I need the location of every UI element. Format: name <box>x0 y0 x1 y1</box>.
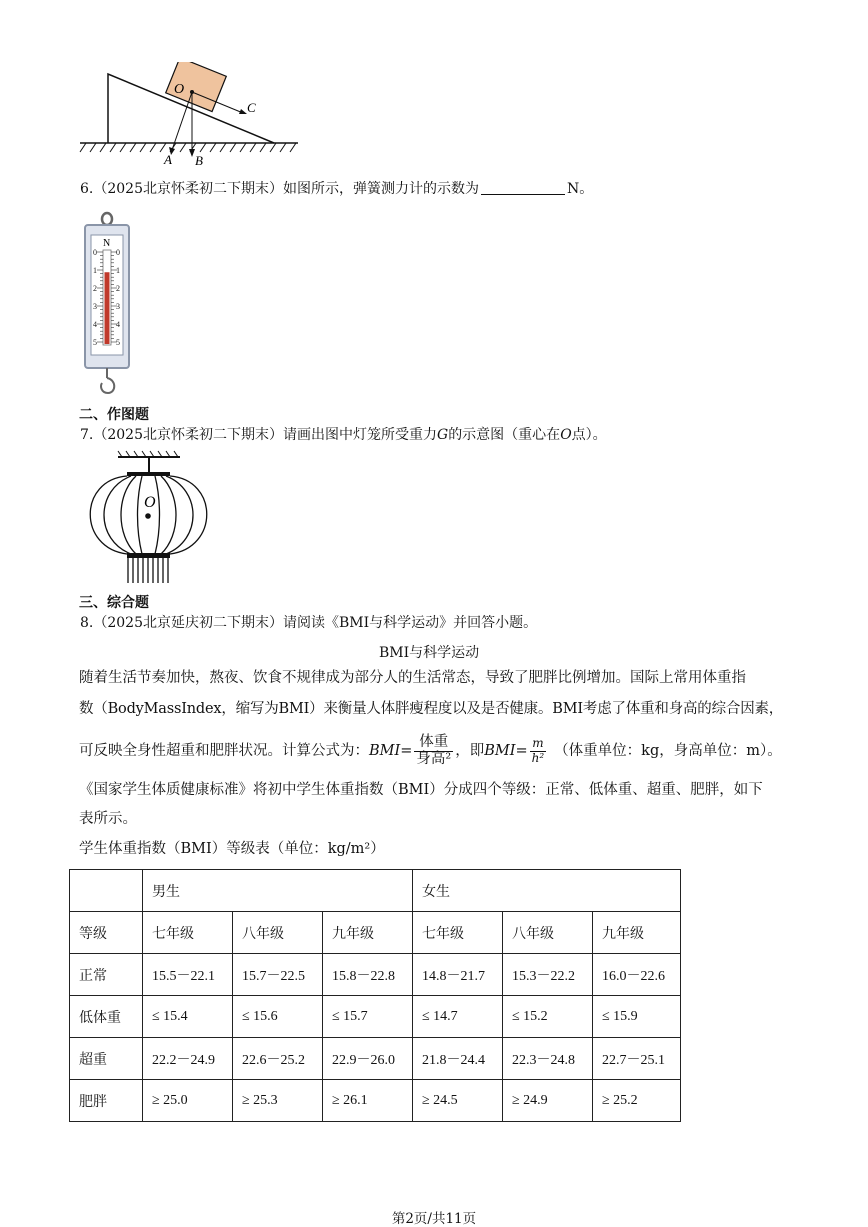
label-c: C <box>247 100 256 115</box>
table-cell: 22.2－24.9 <box>143 1038 233 1080</box>
group-female: 女生 <box>413 870 681 912</box>
table-cell: 15.5－22.1 <box>143 954 233 996</box>
table-row <box>70 996 681 1038</box>
label-a: A <box>164 152 172 167</box>
formula-intro: 可反映全身性超重和肥胖状况。计算公式为： <box>79 742 369 759</box>
formula-connector: ，即 <box>455 742 485 759</box>
table-cell: ≤ 15.6 <box>233 996 323 1038</box>
table-cell: 15.8－22.8 <box>323 954 413 996</box>
tick-label-left-1: 1 <box>93 266 97 275</box>
table-group-row <box>70 870 681 912</box>
header-cell: 等级 <box>70 912 143 954</box>
formula-2-numerator: m <box>530 737 547 751</box>
table-header-row <box>70 912 681 954</box>
table-cell: 22.9－26.0 <box>323 1038 413 1080</box>
label-o: O <box>174 82 185 97</box>
bmi-grade-table <box>69 869 681 1122</box>
incline-figure <box>76 62 306 172</box>
var-o: O <box>560 427 572 443</box>
header-cell: 七年级 <box>143 912 233 954</box>
table-cell: 14.8－21.7 <box>413 954 503 996</box>
table-cell: 16.0－22.6 <box>593 954 681 996</box>
lantern-label-o: O <box>144 494 156 511</box>
question-7 <box>80 424 607 444</box>
header-cell: 九年级 <box>593 912 681 954</box>
table-cell: ≤ 15.2 <box>503 996 593 1038</box>
article-line-4: 《国家学生体质健康标准》将初中学生体重指数（BMI）分成四个等级：正常、低体重、超重、肥胖，如下 <box>79 782 763 798</box>
article-line-5: 表所示。 <box>79 811 137 827</box>
table-cell: ≥ 26.1 <box>323 1080 413 1122</box>
formula-1-lhs: BMI= <box>369 742 413 759</box>
tick-label-right-0: 0 <box>116 248 120 257</box>
scale-indicator <box>105 272 110 344</box>
formula-1-fraction <box>414 735 453 768</box>
table-cell: ≥ 25.0 <box>143 1080 233 1122</box>
table-cell: 肥胖 <box>70 1080 143 1122</box>
table-row <box>70 954 681 996</box>
table-corner-cell <box>70 870 143 912</box>
tick-label-right-1: 1 <box>116 266 120 275</box>
table-cell: ≤ 14.7 <box>413 996 503 1038</box>
question-6 <box>80 178 593 198</box>
formula-1-numerator: 体重 <box>414 735 453 752</box>
table-cell: 超重 <box>70 1038 143 1080</box>
article-line-1: 随着生活节奏加快，熬夜、饮食不规律成为部分人的生活常态，导致了肥胖比例增加。国际上常用体重指 <box>79 670 746 686</box>
tick-label-right-4: 4 <box>116 320 120 329</box>
article-line-2: 数（BodyMassIndex，缩写为BMI）来衡量人体胖瘦程度以及是否健康。BMI考虑了体重和身高的综合因素， <box>79 701 784 717</box>
table-row <box>70 1080 681 1122</box>
table-row <box>70 1038 681 1080</box>
table-cell: 15.7－22.5 <box>233 954 323 996</box>
table-cell: 21.8－24.4 <box>413 1038 503 1080</box>
tick-label-right-2: 2 <box>116 284 120 293</box>
formula-units: （体重单位：kg，身高单位：m）。 <box>554 742 782 759</box>
formula-2-fraction <box>530 737 547 764</box>
var-g: G <box>437 427 449 443</box>
label-b: B <box>195 153 203 168</box>
header-cell: 八年级 <box>233 912 323 954</box>
article-title: BMI与科学运动 <box>379 645 480 661</box>
group-male: 男生 <box>143 870 413 912</box>
formula-1-denominator: 身高² <box>416 750 452 767</box>
table-cell: ≥ 24.5 <box>413 1080 503 1122</box>
table-cell: 低体重 <box>70 996 143 1038</box>
table-cell: ≤ 15.7 <box>323 996 413 1038</box>
table-cell: 15.3－22.2 <box>503 954 593 996</box>
answer-blank[interactable] <box>481 180 565 195</box>
table-cell: ≥ 24.9 <box>503 1080 593 1122</box>
lantern-figure <box>78 450 218 590</box>
unit-label: N <box>103 238 111 249</box>
table-cell: ≥ 25.3 <box>233 1080 323 1122</box>
question-7-text-c: 点）。 <box>571 427 607 443</box>
table-cell: 22.7－25.1 <box>593 1038 681 1080</box>
page-footer: 第2页/共11页 <box>391 1211 477 1227</box>
tick-label-left-5: 5 <box>93 338 97 347</box>
table-cell: 正常 <box>70 954 143 996</box>
question-7-text-b: 的示意图（重心在 <box>448 427 561 443</box>
formula-2-denominator: h² <box>531 750 545 765</box>
table-caption: 学生体重指数（BMI）等级表（单位：kg/m²） <box>79 841 385 857</box>
table-cell: ≤ 15.4 <box>143 996 233 1038</box>
header-cell: 八年级 <box>503 912 593 954</box>
tick-label-right-3: 3 <box>116 302 120 311</box>
header-cell: 七年级 <box>413 912 503 954</box>
question-6-text: 6.（2025北京怀柔初二下期末）如图所示，弹簧测力计的示数为 <box>80 181 479 197</box>
tick-label-right-5: 5 <box>116 338 120 347</box>
tick-label-left-4: 4 <box>93 320 97 329</box>
formula-2-lhs: BMI= <box>484 742 528 759</box>
article-line-3 <box>79 731 782 771</box>
table-cell: ≤ 15.9 <box>593 996 681 1038</box>
question-8: 8.（2025北京延庆初二下期末）请阅读《BMI与科学运动》并回答小题。 <box>80 615 538 631</box>
question-6-unit: N。 <box>567 181 594 197</box>
table-cell: 22.3－24.8 <box>503 1038 593 1080</box>
question-7-text-a: 7.（2025北京怀柔初二下期末）请画出图中灯笼所受重力 <box>80 427 437 443</box>
header-cell: 九年级 <box>323 912 413 954</box>
table-cell: 22.6－25.2 <box>233 1038 323 1080</box>
tick-label-left-0: 0 <box>93 248 97 257</box>
table-cell: ≥ 25.2 <box>593 1080 681 1122</box>
section-heading-3: 三、综合题 <box>79 595 149 611</box>
spring-scale-figure <box>82 210 132 396</box>
tick-label-left-3: 3 <box>93 302 97 311</box>
tick-label-left-2: 2 <box>93 284 97 293</box>
section-heading-2: 二、作图题 <box>79 407 149 423</box>
